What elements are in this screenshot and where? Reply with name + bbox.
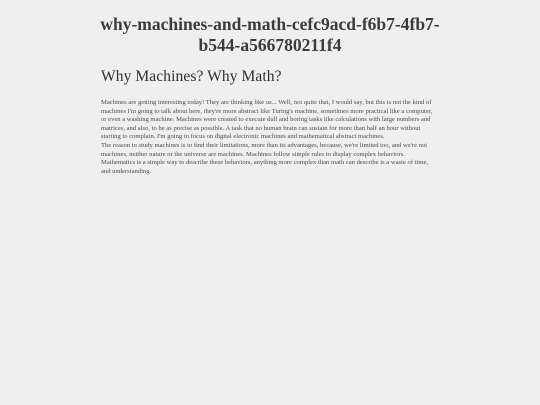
article-paragraph: The reason to study machines is to find their limitations, more than its advantages, because, we're limited too, and we're not machines, neither nature or the universe are machines. Machines follow simple rules to display complex behaviors. Mathematics is a simple way to describe these behaviors, anything more complex than math can describe is a waste of time, and understanding. xyxy=(101,141,429,175)
article-paragraph: Machines are getting interesting today! They are thinking like us... Well, not quite that, I would say, but this is not the kind of machines I'm going to talk about here, they're more abstract like Turing's machine, sometimes more practical like a computer, or even a washing machine. Machines were created to execute dull and boring tasks like calculations with large numbers and matrices, and also, to be as precise as possible. A task that no human brain can sustain for more than half an hour without starting to complain. I'm going to focus on digital electronic machines and mathematical abstract machines. xyxy=(101,99,433,141)
article xyxy=(101,68,439,176)
article-heading: Why Machines? Why Math? xyxy=(101,68,282,85)
document-title: why-machines-and-math-cefc9acd-f6b7-4fb7-b544-a566780211f4 xyxy=(100,14,440,55)
article-body xyxy=(101,99,439,176)
